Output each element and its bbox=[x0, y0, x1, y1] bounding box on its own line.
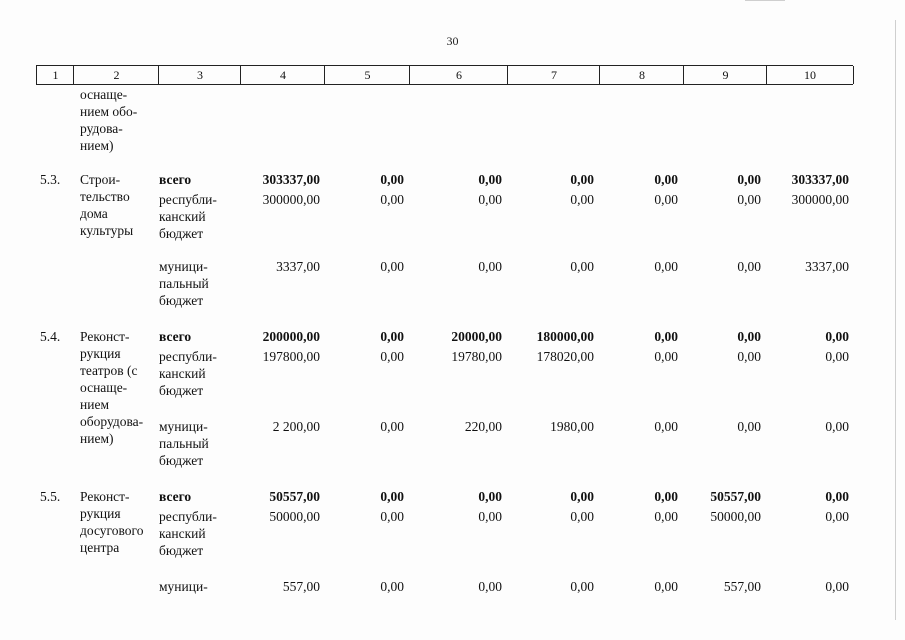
amount-cell-col-7: 0,00 bbox=[570, 259, 594, 274]
amount-cell-col-9: 0,00 bbox=[737, 349, 761, 364]
section-name: Реконст- рукция досугового центра bbox=[80, 489, 144, 555]
amount-cell-col-8: 0,00 bbox=[654, 172, 678, 187]
table-header-row bbox=[36, 65, 853, 85]
amount-cell-col-8: 0,00 bbox=[654, 489, 678, 504]
amount-cell-col-6: 0,00 bbox=[478, 509, 502, 524]
section-number: 5.5. bbox=[40, 489, 61, 504]
funding-source-label: всего bbox=[159, 172, 192, 187]
amount-cell-col-5: 0,00 bbox=[380, 419, 404, 434]
amount-cell-col-8: 0,00 bbox=[654, 579, 678, 594]
funding-source-label: муници- bbox=[159, 579, 208, 594]
amount-cell-col-5: 0,00 bbox=[380, 192, 404, 207]
amount-cell-col-9: 0,00 bbox=[737, 329, 761, 344]
amount-cell-col-9: 0,00 bbox=[737, 192, 761, 207]
amount-cell-col-7: 0,00 bbox=[570, 192, 594, 207]
amount-cell-col-9: 50000,00 bbox=[710, 509, 761, 524]
amount-cell-col-4: 557,00 bbox=[282, 579, 320, 594]
section-number: 5.3. bbox=[40, 172, 61, 187]
funding-source-label: республи- канский бюджет bbox=[159, 192, 217, 241]
amount-cell-col-7: 0,00 bbox=[570, 509, 594, 524]
amount-cell-col-4: 197800,00 bbox=[262, 349, 320, 364]
amount-cell-col-4: 300000,00 bbox=[262, 192, 320, 207]
amount-cell-col-8: 0,00 bbox=[654, 192, 678, 207]
amount-cell-col-4: 3337,00 bbox=[276, 259, 320, 274]
amount-cell-col-6: 220,00 bbox=[464, 419, 502, 434]
amount-cell-col-7: 180000,00 bbox=[536, 329, 594, 344]
header-col-4: 4 bbox=[240, 66, 325, 84]
amount-cell-col-10: 0,00 bbox=[825, 349, 849, 364]
header-col-5: 5 bbox=[324, 66, 410, 84]
header-col-2: 2 bbox=[73, 66, 159, 84]
amount-cell-col-5: 0,00 bbox=[380, 259, 404, 274]
amount-cell-col-5: 0,00 bbox=[380, 509, 404, 524]
funding-source-label: всего bbox=[159, 489, 192, 504]
amount-cell-col-10: 300000,00 bbox=[791, 192, 849, 207]
amount-cell-col-6: 0,00 bbox=[478, 489, 502, 504]
header-col-9: 9 bbox=[683, 66, 767, 84]
amount-cell-col-10: 0,00 bbox=[825, 419, 849, 434]
amount-cell-col-4: 303337,00 bbox=[262, 172, 320, 187]
amount-cell-col-9: 0,00 bbox=[737, 259, 761, 274]
amount-cell-col-8: 0,00 bbox=[654, 419, 678, 434]
funding-source-label: республи- канский бюджет bbox=[159, 349, 217, 398]
amount-cell-col-5: 0,00 bbox=[380, 489, 404, 504]
header-col-3: 3 bbox=[158, 66, 241, 84]
amount-cell-col-10: 3337,00 bbox=[805, 259, 849, 274]
amount-cell-col-6: 0,00 bbox=[478, 172, 502, 187]
funding-source-label: муници- пальный бюджет bbox=[159, 419, 209, 468]
funding-source-label: муници- пальный бюджет bbox=[159, 259, 209, 308]
amount-cell-col-10: 0,00 bbox=[825, 489, 849, 504]
section-name: Реконст- рукция театров (с оснаще- нием оборудова- нием) bbox=[80, 329, 144, 446]
scan-edge-mark-right bbox=[895, 20, 896, 620]
amount-cell-col-9: 0,00 bbox=[737, 172, 761, 187]
header-col-8: 8 bbox=[599, 66, 684, 84]
amount-cell-col-7: 178020,00 bbox=[536, 349, 594, 364]
header-col-10: 10 bbox=[766, 66, 854, 84]
amount-cell-col-5: 0,00 bbox=[380, 172, 404, 187]
amount-cell-col-10: 303337,00 bbox=[791, 172, 849, 187]
amount-cell-col-6: 0,00 bbox=[478, 259, 502, 274]
amount-cell-col-9: 557,00 bbox=[723, 579, 761, 594]
amount-cell-col-8: 0,00 bbox=[654, 509, 678, 524]
amount-cell-col-4: 200000,00 bbox=[262, 329, 320, 344]
amount-cell-col-8: 0,00 bbox=[654, 349, 678, 364]
funding-source-label: республи- канский бюджет bbox=[159, 509, 217, 558]
carryover-item-name: оснаще- нием обо- рудова- нием) bbox=[80, 87, 138, 153]
amount-cell-col-6: 19780,00 bbox=[451, 349, 502, 364]
amount-cell-col-10: 0,00 bbox=[825, 509, 849, 524]
amount-cell-col-5: 0,00 bbox=[380, 329, 404, 344]
amount-cell-col-5: 0,00 bbox=[380, 349, 404, 364]
section-name: Строи- тельство дома культуры bbox=[80, 172, 134, 238]
header-col-7: 7 bbox=[507, 66, 600, 84]
amount-cell-col-4: 2 200,00 bbox=[272, 419, 320, 434]
header-col-1: 1 bbox=[36, 66, 74, 84]
amount-cell-col-6: 20000,00 bbox=[451, 329, 502, 344]
amount-cell-col-8: 0,00 bbox=[654, 259, 678, 274]
amount-cell-col-4: 50000,00 bbox=[269, 509, 320, 524]
amount-cell-col-7: 1980,00 bbox=[550, 419, 594, 434]
funding-source-label: всего bbox=[159, 329, 192, 344]
header-col-6: 6 bbox=[409, 66, 508, 84]
amount-cell-col-10: 0,00 bbox=[825, 579, 849, 594]
page-number: 30 bbox=[446, 34, 459, 48]
amount-cell-col-9: 50557,00 bbox=[710, 489, 761, 504]
amount-cell-col-10: 0,00 bbox=[825, 329, 849, 344]
scan-edge-mark-top bbox=[745, 0, 785, 1]
section-number: 5.4. bbox=[40, 329, 61, 344]
amount-cell-col-7: 0,00 bbox=[570, 579, 594, 594]
amount-cell-col-6: 0,00 bbox=[478, 579, 502, 594]
amount-cell-col-8: 0,00 bbox=[654, 329, 678, 344]
amount-cell-col-6: 0,00 bbox=[478, 192, 502, 207]
amount-cell-col-9: 0,00 bbox=[737, 419, 761, 434]
amount-cell-col-5: 0,00 bbox=[380, 579, 404, 594]
amount-cell-col-4: 50557,00 bbox=[269, 489, 320, 504]
amount-cell-col-7: 0,00 bbox=[570, 172, 594, 187]
amount-cell-col-7: 0,00 bbox=[570, 489, 594, 504]
